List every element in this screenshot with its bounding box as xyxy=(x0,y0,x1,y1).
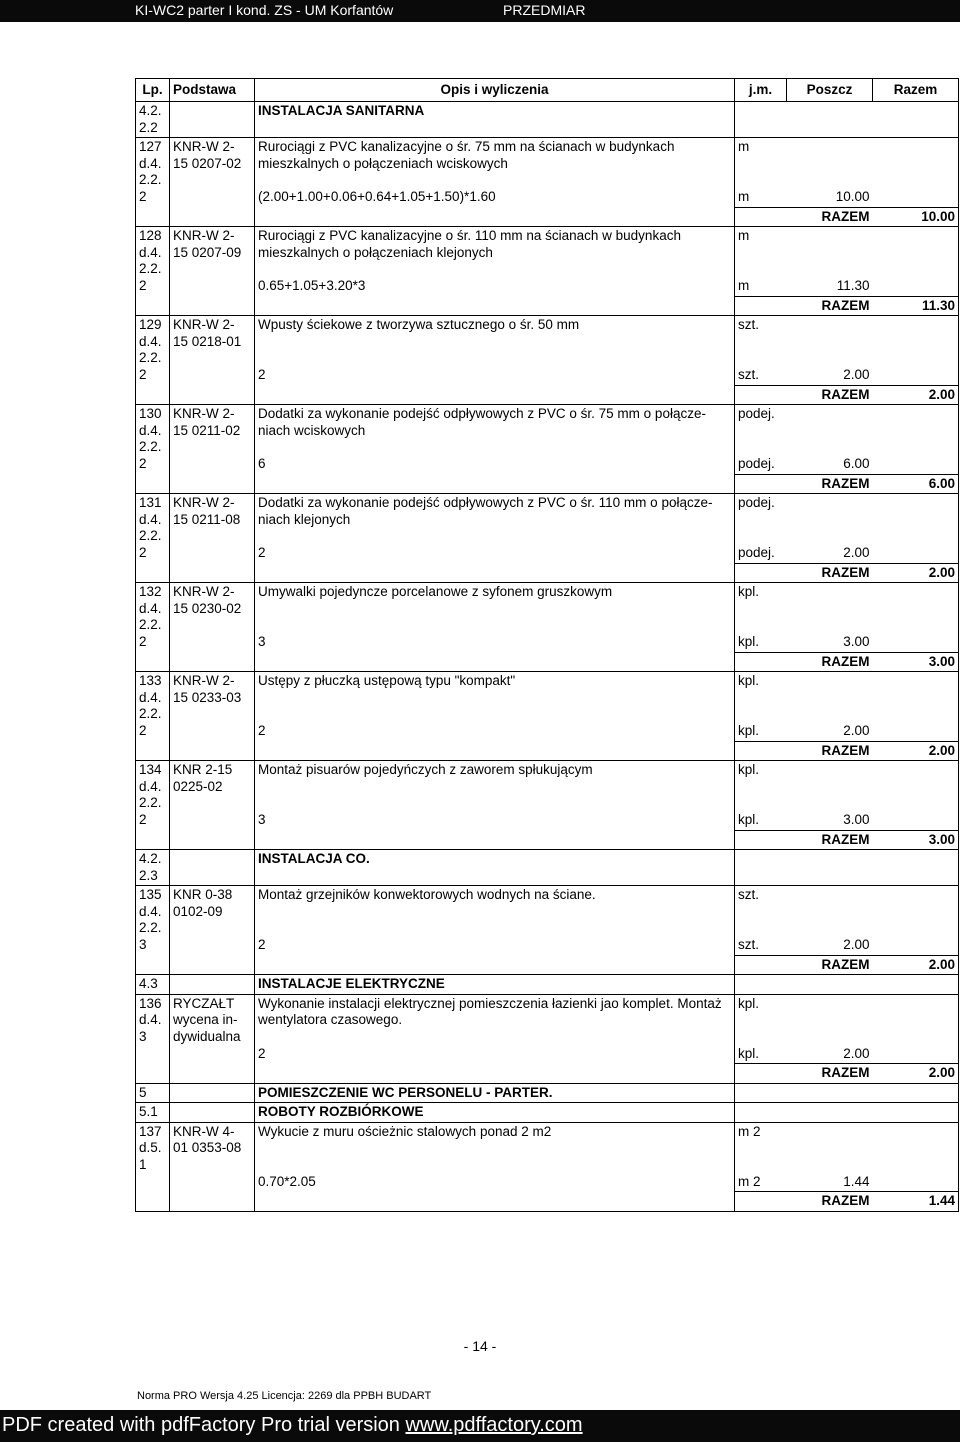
item-poszcz: 3.00 xyxy=(843,634,870,649)
item-poszcz: 6.00 xyxy=(843,456,870,471)
calculation-row xyxy=(136,188,959,207)
razem-spacer xyxy=(255,385,735,405)
item-lp: 132 d.4. 2.2. 2 xyxy=(136,583,170,672)
razem-label: RAZEM xyxy=(787,830,873,850)
section-row xyxy=(136,1083,959,1103)
section-lp: 4.2. 2.3 xyxy=(136,850,170,886)
item-unit: podej. xyxy=(735,405,787,456)
razem-row xyxy=(136,830,959,850)
item-calc-unit: m xyxy=(738,278,750,293)
razem-row xyxy=(136,563,959,583)
item-poszcz: 3.00 xyxy=(843,812,870,827)
section-podstawa xyxy=(170,1103,255,1123)
section-podstawa xyxy=(170,102,255,138)
section-podstawa xyxy=(170,975,255,995)
calculation-row xyxy=(136,1173,959,1192)
razem-row xyxy=(136,741,959,761)
item-razem-empty xyxy=(873,811,959,830)
item-poszcz-empty xyxy=(787,886,873,937)
item-description: Dodatki za wykonanie podejść odpływowych z PVC o śr. 110 mm o połącze- niach klejonych xyxy=(255,494,735,545)
section-razem xyxy=(873,975,959,995)
item-calc-unit: szt. xyxy=(738,367,760,382)
calculation-row xyxy=(136,633,959,652)
item-description: Umywalki pojedyncze porcelanowe z syfonem gruszkowym xyxy=(255,583,735,634)
table-row xyxy=(136,494,959,545)
item-calc-unit: podej. xyxy=(738,545,775,560)
section-jm xyxy=(735,1103,787,1123)
pdf-banner xyxy=(0,1410,960,1442)
razem-label: RAZEM xyxy=(787,1064,873,1084)
section-lp: 5 xyxy=(136,1083,170,1103)
razem-row xyxy=(136,207,959,227)
calculation-row xyxy=(136,1045,959,1064)
razem-row xyxy=(136,474,959,494)
razem-row xyxy=(136,955,959,975)
razem-spacer xyxy=(255,1192,735,1212)
item-calculation: 0.70*2.05 xyxy=(255,1173,735,1192)
razem-spacer xyxy=(255,296,735,316)
section-poszcz xyxy=(787,102,873,138)
item-poszcz-empty xyxy=(787,227,873,278)
razem-spacer xyxy=(255,955,735,975)
column-header-opis: Opis i wyliczenia xyxy=(255,79,735,102)
item-calculation: 2 xyxy=(255,544,735,563)
item-unit: m xyxy=(735,227,787,278)
item-poszcz-empty xyxy=(787,994,873,1045)
item-lp: 133 d.4. 2.2. 2 xyxy=(136,672,170,761)
section-razem xyxy=(873,1083,959,1103)
item-poszcz-empty xyxy=(787,761,873,812)
table-row xyxy=(136,583,959,634)
item-calculation: 2 xyxy=(255,936,735,955)
razem-spacer xyxy=(255,474,735,494)
document-header xyxy=(0,0,960,22)
item-razem-empty xyxy=(873,316,959,367)
item-poszcz: 2.00 xyxy=(843,545,870,560)
razem-value: 3.00 xyxy=(873,830,959,850)
razem-spacer xyxy=(255,830,735,850)
item-razem-empty xyxy=(873,1045,959,1064)
razem-spacer xyxy=(255,207,735,227)
section-razem xyxy=(873,102,959,138)
section-row xyxy=(136,850,959,886)
razem-value: 10.00 xyxy=(873,207,959,227)
section-podstawa xyxy=(170,850,255,886)
section-razem xyxy=(873,850,959,886)
razem-label: RAZEM xyxy=(787,1192,873,1212)
item-poszcz-empty xyxy=(787,583,873,634)
document-type: PRZEDMIAR xyxy=(503,2,586,18)
item-podstawa: KNR-W 2- 15 0211-08 xyxy=(170,494,255,583)
section-title: POMIESZCZENIE WC PERSONELU - PARTER. xyxy=(255,1083,735,1103)
section-razem xyxy=(873,1103,959,1123)
razem-label: RAZEM xyxy=(787,385,873,405)
column-header-jm: j.m. xyxy=(735,79,787,102)
table-row xyxy=(136,761,959,812)
item-razem-empty xyxy=(873,494,959,545)
item-razem-empty xyxy=(873,886,959,937)
item-description: Dodatki za wykonanie podejść odpływowych z PVC o śr. 75 mm o połącze- niach wciskowych xyxy=(255,405,735,456)
razem-label: RAZEM xyxy=(787,296,873,316)
razem-label: RAZEM xyxy=(787,474,873,494)
item-razem-empty xyxy=(873,138,959,189)
section-row xyxy=(136,1103,959,1123)
section-poszcz xyxy=(787,850,873,886)
item-description: Ustępy z płuczką ustępową typu "kompakt" xyxy=(255,672,735,723)
razem-spacer xyxy=(255,652,735,672)
item-razem-empty xyxy=(873,633,959,652)
item-unit: podej. xyxy=(735,494,787,545)
item-poszcz: 2.00 xyxy=(843,1045,870,1061)
razem-value: 2.00 xyxy=(873,955,959,975)
software-footer: Norma PRO Wersja 4.25 Licencja: 2269 dla PPBH BUDART xyxy=(137,1390,432,1402)
razem-label: RAZEM xyxy=(787,741,873,761)
item-podstawa: KNR 0-38 0102-09 xyxy=(170,886,255,975)
item-lp: 137 d.5. 1 xyxy=(136,1122,170,1211)
item-razem-empty xyxy=(873,188,959,207)
table-row xyxy=(136,316,959,367)
item-podstawa: KNR 2-15 0225-02 xyxy=(170,761,255,850)
item-calc-unit: m xyxy=(738,189,750,204)
razem-spacer xyxy=(735,207,787,227)
item-lp: 130 d.4. 2.2. 2 xyxy=(136,405,170,494)
section-jm xyxy=(735,1083,787,1103)
razem-label: RAZEM xyxy=(787,955,873,975)
item-podstawa: KNR-W 2- 15 0211-02 xyxy=(170,405,255,494)
item-unit: kpl. xyxy=(735,761,787,812)
item-podstawa: RYCZAŁT wycena in- dywidualna xyxy=(170,994,255,1083)
item-razem-empty xyxy=(873,583,959,634)
item-calculation: 2 xyxy=(255,1045,735,1064)
razem-spacer xyxy=(735,741,787,761)
item-unit: kpl. xyxy=(735,672,787,723)
item-calculation: 3 xyxy=(255,811,735,830)
section-title: INSTALACJA SANITARNA xyxy=(255,102,735,138)
item-razem-empty xyxy=(873,544,959,563)
item-lp: 129 d.4. 2.2. 2 xyxy=(136,316,170,405)
column-header-poszcz: Poszcz xyxy=(787,79,873,102)
razem-label: RAZEM xyxy=(787,207,873,227)
pdf-banner-link[interactable]: www.pdffactory.com xyxy=(405,1414,583,1436)
section-jm xyxy=(735,850,787,886)
item-razem-empty xyxy=(873,672,959,723)
item-calc-unit: m 2 xyxy=(738,1173,761,1189)
item-poszcz-empty xyxy=(787,1122,873,1173)
section-row xyxy=(136,102,959,138)
table-row xyxy=(136,405,959,456)
table-row xyxy=(136,886,959,937)
razem-row xyxy=(136,385,959,405)
razem-spacer xyxy=(735,296,787,316)
item-poszcz: 2.00 xyxy=(843,367,870,382)
section-poszcz xyxy=(787,975,873,995)
column-header-podstawa: Podstawa xyxy=(170,79,255,102)
item-lp: 127 d.4. 2.2. 2 xyxy=(136,138,170,227)
calculation-row xyxy=(136,811,959,830)
table-header-row xyxy=(136,79,959,102)
item-poszcz-empty xyxy=(787,316,873,367)
razem-value: 2.00 xyxy=(873,741,959,761)
item-calc-unit: kpl. xyxy=(738,1045,760,1061)
item-poszcz-empty xyxy=(787,672,873,723)
section-poszcz xyxy=(787,1083,873,1103)
item-podstawa: KNR-W 2- 15 0233-03 xyxy=(170,672,255,761)
item-podstawa: KNR-W 2- 15 0218-01 xyxy=(170,316,255,405)
item-poszcz: 10.00 xyxy=(835,189,870,204)
item-podstawa: KNR-W 4- 01 0353-08 xyxy=(170,1122,255,1211)
item-calculation: 3 xyxy=(255,633,735,652)
item-unit: m xyxy=(735,138,787,189)
table-row xyxy=(136,672,959,723)
item-poszcz-empty xyxy=(787,494,873,545)
item-description: Rurociągi z PVC kanalizacyjne o śr. 110 mm na ścianach w budynkach mieszkalnych o połączeniach klejonych xyxy=(255,227,735,278)
razem-row xyxy=(136,1064,959,1084)
razem-value: 6.00 xyxy=(873,474,959,494)
item-poszcz: 1.44 xyxy=(843,1173,870,1189)
item-razem-empty xyxy=(873,761,959,812)
item-lp: 128 d.4. 2.2. 2 xyxy=(136,227,170,316)
section-title: INSTALACJA CO. xyxy=(255,850,735,886)
item-poszcz-empty xyxy=(787,405,873,456)
item-lp: 135 d.4. 2.2. 3 xyxy=(136,886,170,975)
item-razem-empty xyxy=(873,366,959,385)
razem-value: 2.00 xyxy=(873,1064,959,1084)
section-title: ROBOTY ROZBIÓRKOWE xyxy=(255,1103,735,1123)
item-description: Montaż grzejników konwektorowych wodnych na ściane. xyxy=(255,886,735,937)
item-unit: kpl. xyxy=(735,583,787,634)
calculation-row xyxy=(136,544,959,563)
item-podstawa: KNR-W 2- 15 0207-09 xyxy=(170,227,255,316)
razem-label: RAZEM xyxy=(787,652,873,672)
table-row xyxy=(136,227,959,278)
item-poszcz-empty xyxy=(787,138,873,189)
calculation-row xyxy=(136,936,959,955)
item-poszcz: 11.30 xyxy=(836,278,870,293)
item-calculation: 2 xyxy=(255,722,735,741)
item-razem-empty xyxy=(873,405,959,456)
razem-value: 1.44 xyxy=(873,1192,959,1212)
razem-value: 11.30 xyxy=(873,296,959,316)
razem-value: 2.00 xyxy=(873,563,959,583)
item-razem-empty xyxy=(873,994,959,1045)
item-podstawa: KNR-W 2- 15 0230-02 xyxy=(170,583,255,672)
pdf-banner-text: PDF created with pdfFactory Pro trial version xyxy=(2,1414,406,1436)
razem-spacer xyxy=(735,563,787,583)
column-header-razem: Razem xyxy=(873,79,959,102)
item-calc-unit: kpl. xyxy=(738,723,760,738)
item-calculation: 0.65+1.05+3.20*3 xyxy=(255,277,735,296)
item-calculation: 6 xyxy=(255,455,735,474)
razem-spacer xyxy=(735,652,787,672)
razem-spacer xyxy=(735,474,787,494)
section-lp: 4.3 xyxy=(136,975,170,995)
section-lp: 4.2. 2.2 xyxy=(136,102,170,138)
razem-spacer xyxy=(735,1064,787,1084)
section-jm xyxy=(735,102,787,138)
item-unit: szt. xyxy=(735,886,787,937)
razem-spacer xyxy=(255,1064,735,1084)
item-poszcz: 2.00 xyxy=(843,723,870,738)
item-unit: kpl. xyxy=(735,994,787,1045)
razem-spacer xyxy=(735,1192,787,1212)
calculation-row xyxy=(136,455,959,474)
calculation-row xyxy=(136,722,959,741)
item-razem-empty xyxy=(873,227,959,278)
razem-label: RAZEM xyxy=(787,563,873,583)
section-jm xyxy=(735,975,787,995)
item-description: Wykonanie instalacji elektrycznej pomieszczenia łazienki jao komplet. Montaż wentylatora czasowego. xyxy=(255,994,735,1045)
estimate-table xyxy=(135,78,959,1212)
section-podstawa xyxy=(170,1083,255,1103)
section-poszcz xyxy=(787,1103,873,1123)
razem-value: 3.00 xyxy=(873,652,959,672)
item-lp: 134 d.4. 2.2. 2 xyxy=(136,761,170,850)
item-podstawa: KNR-W 2- 15 0207-02 xyxy=(170,138,255,227)
item-razem-empty xyxy=(873,1173,959,1192)
section-lp: 5.1 xyxy=(136,1103,170,1123)
item-description: Montaż pisuarów pojedyńczych z zaworem spłukującym xyxy=(255,761,735,812)
page-number: - 14 - xyxy=(463,1338,497,1354)
item-razem-empty xyxy=(873,1122,959,1173)
item-calc-unit: szt. xyxy=(738,937,760,952)
item-description: Rurociągi z PVC kanalizacyjne o śr. 75 mm na ścianach w budynkach mieszkalnych o połączeniach wciskowych xyxy=(255,138,735,189)
razem-value: 2.00 xyxy=(873,385,959,405)
item-unit: szt. xyxy=(735,316,787,367)
item-calculation: (2.00+1.00+0.06+0.64+1.05+1.50)*1.60 xyxy=(255,188,735,207)
section-row xyxy=(136,975,959,995)
table-row xyxy=(136,138,959,189)
razem-row xyxy=(136,652,959,672)
column-header-lp: Lp. xyxy=(136,79,170,102)
razem-spacer xyxy=(735,955,787,975)
item-lp: 131 d.4. 2.2. 2 xyxy=(136,494,170,583)
item-razem-empty xyxy=(873,455,959,474)
item-razem-empty xyxy=(873,722,959,741)
item-razem-empty xyxy=(873,936,959,955)
razem-spacer xyxy=(255,741,735,761)
item-calc-unit: kpl. xyxy=(738,634,760,649)
document-title: KI-WC2 parter I kond. ZS - UM Korfantów xyxy=(135,2,394,18)
table-row xyxy=(136,994,959,1045)
razem-row xyxy=(136,1192,959,1212)
section-title: INSTALACJE ELEKTRYCZNE xyxy=(255,975,735,995)
item-razem-empty xyxy=(873,277,959,296)
item-description: Wpusty ściekowe z tworzywa sztucznego o śr. 50 mm xyxy=(255,316,735,367)
item-calc-unit: podej. xyxy=(738,456,775,471)
item-lp: 136 d.4. 3 xyxy=(136,994,170,1083)
razem-spacer xyxy=(255,563,735,583)
table-row xyxy=(136,1122,959,1173)
item-calc-unit: kpl. xyxy=(738,812,760,827)
razem-spacer xyxy=(735,385,787,405)
razem-spacer xyxy=(735,830,787,850)
calculation-row xyxy=(136,277,959,296)
item-calculation: 2 xyxy=(255,366,735,385)
item-description: Wykucie z muru ościeżnic stalowych ponad 2 m2 xyxy=(255,1122,735,1173)
calculation-row xyxy=(136,366,959,385)
item-unit: m 2 xyxy=(735,1122,787,1173)
razem-row xyxy=(136,296,959,316)
item-poszcz: 2.00 xyxy=(843,937,870,952)
